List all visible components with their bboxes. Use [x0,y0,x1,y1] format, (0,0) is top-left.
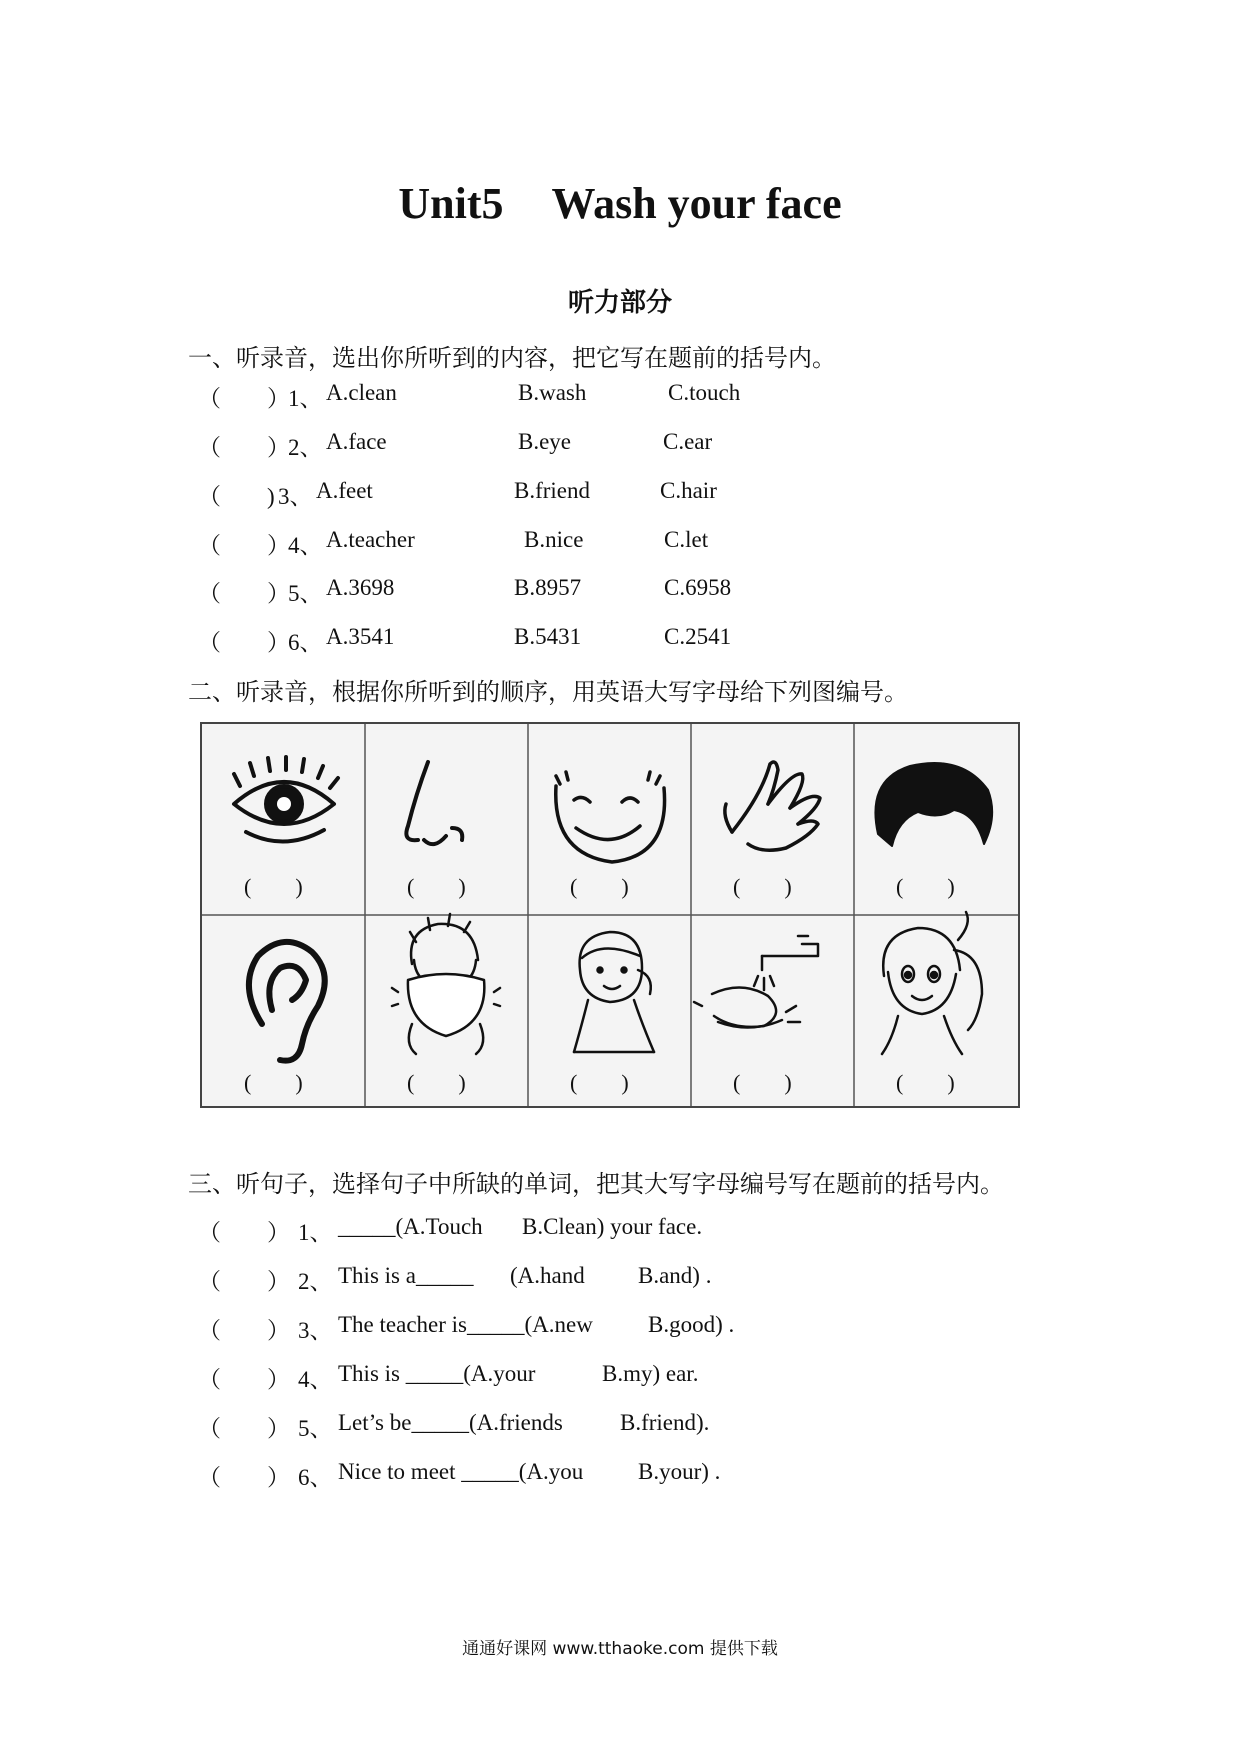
option-c: C.ear [663,429,713,454]
hair-icon [875,763,992,846]
picture-grid [200,722,1020,1108]
option-b: B.good) . [648,1312,735,1337]
picture-answer-paren[interactable]: ( ) [244,874,303,899]
wash-face-icon [392,914,500,1054]
answer-paren[interactable]: （ ） [198,1220,290,1245]
option-c: C.touch [668,380,741,405]
touch-ear-icon [574,932,654,1052]
picture-answer-paren[interactable]: ( ) [733,874,792,899]
option-b: B.wash [518,380,587,405]
picture-answer-paren[interactable]: ( ) [896,874,955,899]
option-b: B.Clean) your face. [522,1214,703,1239]
question-number: 3、 [278,484,313,509]
sentence-text: Let’s be_____(A.friends [338,1410,563,1435]
hand-icon [725,762,820,850]
sentence-text: This is a_____ [338,1263,474,1288]
option-a: A.face [326,429,387,454]
picture-answer-paren[interactable]: ( ) [407,1070,466,1095]
picture-answer-paren[interactable]: ( ) [896,1070,955,1095]
picture-answer-paren[interactable]: ( ) [733,1070,792,1095]
eye-icon [234,757,338,842]
option-b: B.friend [514,478,591,503]
option-b: B.friend). [620,1410,710,1435]
nose-icon [406,762,462,844]
question-number: 4、 [298,1367,333,1392]
sentence-text: The teacher is_____(A.new [338,1312,593,1337]
option-a: A.3698 [326,575,395,600]
question-number: 6、 [288,630,323,655]
option-a: A.clean [326,380,397,405]
ear-icon [249,942,325,1061]
picture-answer-paren[interactable]: ( ) [570,874,629,899]
section3-instruction: 三、听句子，选择句子中所缺的单词，把其大写字母编号写在题前的括号内。 [188,1170,1004,1198]
answer-paren[interactable]: （ ） [198,630,290,655]
option-a: A.3541 [326,624,395,649]
answer-paren[interactable]: （ ) [198,484,275,509]
option-c: C.let [664,527,709,552]
picture-answer-paren[interactable]: ( ) [570,1070,629,1095]
answer-paren[interactable]: （ ） [198,1416,290,1441]
answer-paren[interactable]: （ ） [198,386,290,411]
option-b: B.your) . [638,1459,721,1484]
question-number: 2、 [288,435,323,460]
section1-instruction: 一、听录音，选出你所听到的内容，把它写在题前的括号内。 [188,344,836,372]
option-c: C.6958 [664,575,732,600]
option-c: C.2541 [664,624,732,649]
question-number: 6、 [298,1465,333,1490]
picture-answer-paren[interactable]: ( ) [244,1070,303,1095]
answer-paren[interactable]: （ ） [198,1269,290,1294]
section-heading-listening: 听力部分 [567,288,672,318]
answer-paren[interactable]: （ ） [198,1465,290,1490]
option-b: B.8957 [514,575,582,600]
question-number: 1、 [298,1220,333,1245]
answer-paren[interactable]: （ ） [198,1318,290,1343]
option-a: (A.hand [510,1263,585,1288]
answer-paren[interactable]: （ ） [198,533,290,558]
option-b: B.and) . [638,1263,712,1288]
section2-instruction: 二、听录音，根据你所听到的顺序，用英语大写字母给下列图编号。 [188,678,908,706]
question-number: 5、 [298,1416,333,1441]
sentence-text: _____(A.Touch [338,1214,483,1239]
option-b: B.eye [518,429,572,454]
question-number: 3、 [298,1318,333,1343]
face-icon [556,772,665,862]
option-b: B.5431 [514,624,582,649]
option-a: A.teacher [326,527,415,552]
option-b: B.my) ear. [602,1361,699,1386]
option-b: B.nice [524,527,584,552]
answer-paren[interactable]: （ ） [198,581,290,606]
unit-name: Wash your face [551,179,842,228]
touch-hair-icon [882,912,982,1054]
question-number: 1、 [288,386,323,411]
option-c: C.hair [660,478,717,503]
unit-number: Unit5 [398,179,504,228]
picture-answer-paren[interactable]: ( ) [407,874,466,899]
footer-credit: 通通好课网 www.tthaoke.com 提供下载 [462,1639,778,1659]
question-number: 5、 [288,581,323,606]
sentence-text: This is _____(A.your [338,1361,536,1386]
answer-paren[interactable]: （ ） [198,1367,290,1392]
page-title [0,178,1240,229]
wash-hands-icon [694,936,818,1028]
question-number: 4、 [288,533,323,558]
question-number: 2、 [298,1269,333,1294]
option-a: A.feet [316,478,373,503]
answer-paren[interactable]: （ ） [198,435,290,460]
sentence-text: Nice to meet _____(A.you [338,1459,584,1484]
